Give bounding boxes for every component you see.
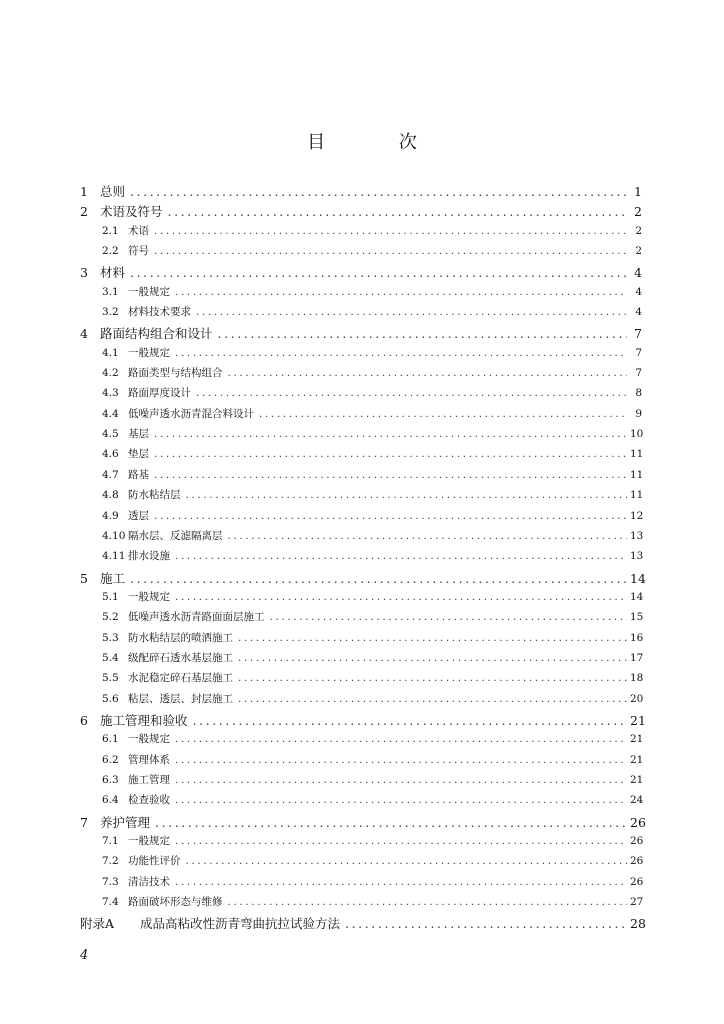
toc-entry-label: 隔水层、反滤隔离层 [128, 529, 223, 542]
toc-leader-dots [218, 326, 627, 341]
toc-entry[interactable] [80, 813, 646, 833]
toc-leader-dots [238, 672, 627, 684]
toc-entry-page: 4 [635, 306, 642, 319]
toc-entry-number: 附录A [80, 916, 115, 932]
toc-entry-number: 7.1 [102, 835, 119, 847]
toc-entry-label: 防水粘结层的喷洒施工 [128, 631, 233, 644]
toc-entry-number: 5.5 [102, 672, 119, 685]
toc-entry-label: 施工 [100, 570, 126, 586]
toc-entry-number: 3.2 [102, 306, 119, 319]
toc-entry-label: 路面破坏形态与维修 [128, 896, 223, 909]
toc-leader-dots [154, 428, 627, 440]
toc-entry[interactable] [80, 324, 642, 344]
toc-entry-page: 13 [630, 529, 644, 542]
toc-leader-dots [175, 347, 627, 359]
toc-entry-page: 21 [630, 753, 644, 766]
toc-subentry[interactable] [80, 630, 642, 650]
toc-entry-page: 2 [635, 224, 642, 237]
toc-leader-dots [196, 387, 627, 399]
toc-entry-page: 8 [635, 387, 642, 400]
toc-entry-label: 一般规定 [128, 346, 170, 359]
toc-entry-number: 4.9 [102, 509, 119, 522]
toc-subentry[interactable] [80, 406, 642, 426]
toc-entry-label: 防水粘结层 [128, 489, 181, 502]
toc-entry-page: 20 [630, 692, 644, 705]
toc-entry[interactable] [80, 711, 646, 731]
toc-entry-label: 路面类型与结构组合 [128, 367, 223, 380]
toc-subentry[interactable] [80, 792, 642, 812]
toc-subentry[interactable] [80, 223, 642, 243]
toc-subentry[interactable] [80, 243, 642, 263]
toc-leader-dots [228, 530, 628, 542]
toc-entry-number: 4 [80, 326, 88, 342]
toc-leader-dots [175, 733, 627, 745]
toc-entry-number: 4.4 [102, 407, 119, 420]
toc-entry-number: 7.3 [102, 875, 119, 888]
toc-entry[interactable] [80, 914, 646, 934]
toc-entry-page: 21 [630, 712, 646, 728]
toc-leader-dots [175, 286, 627, 298]
toc-entry-label: 低噪声透水沥青混合料设计 [128, 407, 254, 420]
toc-entry-label: 一般规定 [128, 733, 170, 746]
toc-entry-label: 低噪声透水沥青路面面层施工 [128, 611, 265, 624]
toc-leader-dots [154, 469, 627, 481]
toc-entry-page: 17 [630, 651, 644, 664]
toc-entry-number: 7.2 [102, 855, 119, 868]
toc-entry-number: 4.7 [102, 468, 119, 481]
toc-entry-page: 4 [634, 265, 642, 281]
toc-entry-number: 4.3 [102, 387, 119, 400]
toc-subentry[interactable] [80, 833, 642, 853]
toc-entry-page: 26 [630, 875, 644, 888]
toc-entry-number: 6.3 [102, 773, 119, 786]
page-number: 4 [80, 948, 89, 963]
toc-entry-page: 13 [630, 550, 644, 563]
toc-entry-label: 施工管理 [128, 773, 170, 786]
toc-entry-label: 总则 [100, 184, 126, 199]
toc-leader-dots [175, 774, 627, 786]
toc-leader-dots [186, 855, 628, 867]
toc-entry-page: 7 [634, 326, 642, 342]
toc-subentry[interactable] [80, 528, 642, 548]
toc-leader-dots [130, 265, 627, 280]
toc-entry-page: 21 [630, 733, 644, 746]
toc-entry-page: 11 [630, 468, 644, 481]
toc-leader-dots [130, 184, 627, 199]
toc-entry-page: 26 [630, 835, 644, 847]
toc-entry-number: 6.4 [102, 794, 119, 807]
toc-subentry[interactable] [80, 345, 642, 365]
toc-entry-label: 一般规定 [128, 285, 170, 298]
toc-entry-label: 透层 [128, 509, 149, 522]
toc-entry-label: 水泥稳定碎石基层施工 [128, 672, 233, 685]
toc-subentry[interactable] [80, 304, 642, 324]
toc-leader-dots [154, 510, 627, 522]
toc-entry-label: 材料 [100, 265, 126, 281]
toc-leader-dots [168, 204, 627, 219]
toc-entry-page: 4 [635, 285, 642, 298]
toc-subentry[interactable] [80, 548, 642, 568]
toc-title: 目 次 [307, 132, 451, 153]
toc-subentry[interactable] [80, 508, 642, 528]
toc-subentry[interactable] [80, 365, 642, 385]
toc-leader-dots [238, 693, 627, 705]
toc-entry-label: 检查验收 [128, 794, 170, 807]
toc-entry-page: 7 [635, 367, 642, 380]
toc-entry-number: 4.5 [102, 428, 119, 441]
toc-leader-dots [175, 550, 627, 562]
toc-entry-page: 2 [635, 245, 642, 258]
toc-subentry[interactable] [80, 284, 642, 304]
toc-entry-number: 7 [80, 814, 88, 830]
toc-subentry[interactable] [80, 772, 642, 792]
toc-subentry[interactable] [80, 853, 642, 873]
toc-entry-label: 排水设施 [128, 550, 170, 563]
toc-entry-label: 功能性评价 [128, 855, 181, 868]
toc-subentry[interactable] [80, 426, 642, 446]
toc-entry-number: 4.6 [102, 448, 119, 461]
toc-leader-dots [228, 367, 628, 379]
toc-subentry[interactable] [80, 487, 642, 507]
toc-entry-label: 术语及符号 [100, 204, 163, 220]
toc-entry-number: 4.1 [102, 346, 119, 359]
toc-entry-label: 基层 [128, 428, 149, 441]
toc-entry-number: 1 [80, 184, 88, 199]
toc-leader-dots [186, 489, 628, 501]
toc-entry-label: 施工管理和验收 [100, 712, 188, 728]
toc-entry-number: 5 [80, 570, 88, 586]
toc-entry-number: 6.1 [102, 733, 119, 746]
toc-entry-page: 26 [630, 814, 646, 830]
toc-leader-dots [175, 754, 627, 766]
toc-leader-dots [154, 225, 627, 237]
toc-entry-number: 3 [80, 265, 88, 281]
toc-subentry[interactable] [80, 752, 642, 772]
toc-leader-dots [259, 408, 627, 420]
toc-subentry[interactable] [80, 670, 642, 690]
toc-entry-label: 路基 [128, 468, 149, 481]
toc-entry-page: 14 [630, 570, 646, 586]
toc-entry-number: 4.10 [102, 529, 126, 542]
toc-entry[interactable] [80, 202, 642, 222]
toc-entry-label: 清洁技术 [128, 875, 170, 888]
toc-subentry[interactable] [80, 650, 642, 670]
toc-entry-number: 2.2 [102, 245, 119, 258]
toc-leader-dots [154, 245, 627, 257]
toc-entry-page: 27 [630, 896, 644, 909]
toc-leader-dots [130, 571, 627, 586]
toc-leader-dots [238, 632, 627, 644]
toc-leader-dots [193, 713, 627, 728]
toc-entry-page: 2 [634, 204, 642, 220]
toc-entry-label: 路面厚度设计 [128, 387, 191, 400]
toc-entry-label: 成品高粘改性沥青弯曲抗拉试验方法 [140, 916, 341, 932]
toc-leader-dots [228, 896, 628, 908]
toc-entry[interactable] [80, 182, 642, 202]
toc-entry-page: 16 [630, 631, 644, 644]
toc-leader-dots [196, 306, 627, 318]
toc-entry-number: 4.8 [102, 489, 119, 502]
toc-entry-label: 粘层、透层、封层施工 [128, 692, 233, 705]
toc-entry-number: 4.11 [102, 550, 126, 563]
toc-entry-number: 5.1 [102, 590, 119, 603]
toc-entry-number: 5.4 [102, 651, 119, 664]
toc-entry-label: 符号 [128, 245, 149, 258]
toc-subentry[interactable] [80, 731, 642, 751]
toc-entry-number: 2.1 [102, 224, 119, 237]
toc-entry-number: 5.3 [102, 631, 119, 644]
toc-leader-dots [270, 611, 628, 623]
table-of-contents [80, 182, 646, 935]
toc-entry-label: 养护管理 [100, 814, 151, 830]
toc-entry-page: 18 [630, 672, 644, 685]
toc-entry-label: 一般规定 [128, 590, 170, 603]
toc-entry-label: 垫层 [128, 448, 149, 461]
toc-entry-page: 26 [630, 855, 644, 868]
toc-subentry[interactable] [80, 467, 642, 487]
toc-subentry[interactable] [80, 874, 642, 894]
toc-entry-number: 2 [80, 204, 88, 220]
toc-leader-dots [345, 916, 627, 931]
toc-entry[interactable] [80, 263, 642, 283]
toc-subentry[interactable] [80, 446, 642, 466]
toc-leader-dots [175, 794, 627, 806]
toc-entry-number: 5.2 [102, 611, 119, 624]
toc-entry-label: 管理体系 [128, 753, 170, 766]
toc-entry-number: 6.2 [102, 753, 119, 766]
toc-entry-label: 术语 [128, 224, 149, 237]
toc-entry-page: 24 [630, 794, 644, 807]
toc-entry-number: 7.4 [102, 896, 119, 909]
toc-entry-page: 28 [630, 916, 646, 932]
toc-entry-page: 15 [630, 611, 644, 624]
toc-leader-dots [175, 591, 627, 603]
toc-entry-page: 10 [630, 428, 644, 441]
toc-entry-page: 11 [630, 448, 644, 461]
toc-entry-number: 3.1 [102, 285, 119, 298]
toc-entry-page: 1 [634, 184, 642, 199]
toc-leader-dots [155, 815, 627, 830]
toc-entry-page: 12 [630, 509, 644, 522]
toc-entry-label: 材料技术要求 [128, 306, 191, 319]
toc-entry-page: 7 [635, 346, 642, 359]
toc-entry[interactable] [80, 569, 646, 589]
toc-entry-label: 一般规定 [128, 835, 170, 847]
toc-subentry[interactable] [80, 589, 642, 609]
toc-entry-label: 路面结构组合和设计 [100, 326, 213, 342]
toc-entry-page: 21 [630, 773, 644, 786]
toc-entry-number: 4.2 [102, 367, 119, 380]
toc-entry-number: 5.6 [102, 692, 119, 705]
toc-subentry[interactable] [80, 609, 642, 629]
toc-leader-dots [238, 652, 627, 664]
toc-entry-label: 级配碎石透水基层施工 [128, 651, 233, 664]
toc-leader-dots [154, 448, 627, 460]
toc-leader-dots [175, 876, 627, 888]
toc-entry-page: 11 [630, 489, 644, 502]
toc-subentry[interactable] [80, 894, 642, 914]
toc-entry-page: 9 [635, 407, 642, 420]
toc-subentry[interactable] [80, 385, 642, 405]
toc-entry-page: 14 [630, 590, 644, 603]
toc-subentry[interactable] [80, 691, 642, 711]
toc-entry-number: 6 [80, 712, 88, 728]
toc-leader-dots [175, 835, 627, 847]
